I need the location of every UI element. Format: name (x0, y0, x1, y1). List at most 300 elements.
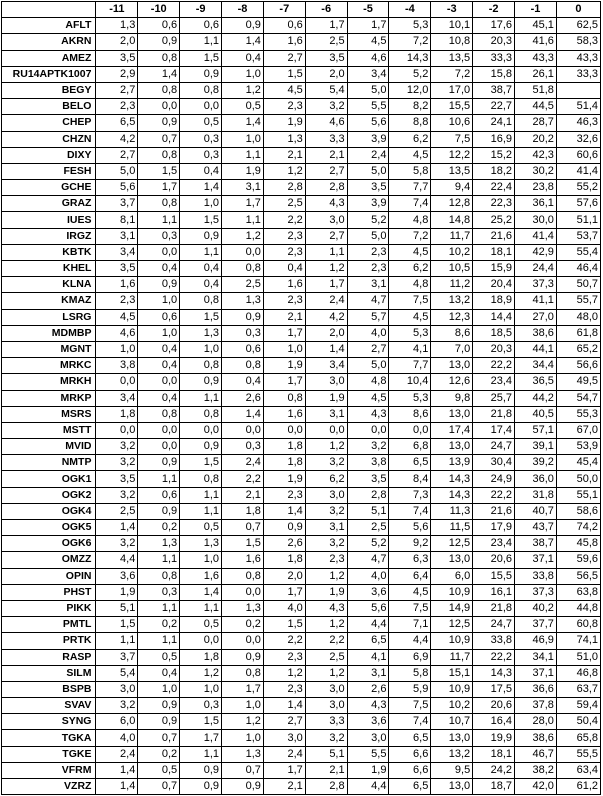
value-cell: 23,8 (515, 180, 557, 196)
value-cell: 2,7 (96, 147, 138, 163)
value-cell: 74,1 (556, 633, 600, 649)
value-cell: 2,8 (263, 180, 305, 196)
value-cell: 1,4 (263, 698, 305, 714)
value-cell: 5,4 (96, 665, 138, 681)
value-cell: 24,2 (473, 762, 515, 778)
value-cell: 2,7 (263, 714, 305, 730)
value-cell: 4,4 (96, 552, 138, 568)
value-cell: 41,4 (556, 163, 600, 179)
value-cell: 2,5 (347, 520, 389, 536)
value-cell: 45,8 (556, 536, 600, 552)
value-cell: 1,8 (96, 406, 138, 422)
value-cell: 4,3 (305, 196, 347, 212)
value-cell: 24,9 (473, 471, 515, 487)
value-cell: 2,7 (347, 341, 389, 357)
value-cell: 16,9 (473, 131, 515, 147)
value-cell: 46,7 (515, 746, 557, 762)
value-cell: 3,0 (305, 681, 347, 697)
value-cell: 1,5 (263, 66, 305, 82)
table-row (2, 277, 601, 293)
value-cell: 20,4 (473, 277, 515, 293)
value-cell: 65,2 (556, 341, 600, 357)
value-cell: 7,4 (389, 196, 431, 212)
value-cell: 2,3 (347, 244, 389, 260)
value-cell: 33,3 (473, 50, 515, 66)
value-cell: 6,6 (389, 762, 431, 778)
value-cell: 46,4 (556, 261, 600, 277)
ticker-cell: PHST (2, 584, 96, 600)
value-cell: 55,7 (556, 293, 600, 309)
table-row (2, 714, 601, 730)
value-cell: 2,4 (305, 293, 347, 309)
value-cell: 1,0 (138, 325, 180, 341)
value-cell: 2,4 (347, 147, 389, 163)
ticker-cell: OGK2 (2, 487, 96, 503)
value-cell: 4,5 (347, 34, 389, 50)
value-cell: 7,5 (389, 293, 431, 309)
value-cell: 12,2 (431, 147, 473, 163)
value-cell: 1,4 (222, 406, 264, 422)
value-cell: 5,3 (389, 18, 431, 34)
value-cell: 3,6 (96, 568, 138, 584)
value-cell: 0,9 (263, 520, 305, 536)
value-cell: 3,2 (305, 99, 347, 115)
value-cell: 1,0 (180, 681, 222, 697)
table-row (2, 115, 601, 131)
value-cell: 46,9 (515, 633, 557, 649)
table-row (2, 633, 601, 649)
value-cell: 3,5 (347, 180, 389, 196)
value-cell: 5,6 (389, 520, 431, 536)
value-cell: 1,5 (180, 714, 222, 730)
value-cell: 18,9 (473, 293, 515, 309)
value-cell: 1,1 (180, 600, 222, 616)
value-cell: 6,8 (389, 439, 431, 455)
value-cell: 65,8 (556, 730, 600, 746)
value-cell: 25,2 (473, 212, 515, 228)
value-cell: 3,6 (347, 714, 389, 730)
value-cell: 4,4 (347, 617, 389, 633)
value-cell: 15,2 (473, 147, 515, 163)
value-cell: 0,0 (96, 422, 138, 438)
value-cell: 1,5 (180, 50, 222, 66)
ticker-cell: OGK1 (2, 471, 96, 487)
value-cell: 13,2 (431, 746, 473, 762)
value-cell: 3,4 (96, 390, 138, 406)
table-row (2, 358, 601, 374)
value-cell: 1,5 (138, 163, 180, 179)
ticker-cell: TGKE (2, 746, 96, 762)
value-cell: 1,5 (180, 212, 222, 228)
value-cell: 22,3 (473, 196, 515, 212)
value-cell: 3,2 (96, 455, 138, 471)
value-cell: 33,3 (556, 66, 600, 82)
ticker-cell: DIXY (2, 147, 96, 163)
value-cell: 16,4 (473, 714, 515, 730)
value-cell: 4,7 (347, 293, 389, 309)
value-cell: 37,1 (515, 665, 557, 681)
value-cell: 5,8 (389, 665, 431, 681)
value-cell: 1,7 (263, 762, 305, 778)
value-cell: 41,6 (515, 34, 557, 50)
value-cell: 1,7 (347, 18, 389, 34)
ticker-cell: RASP (2, 649, 96, 665)
value-cell: 25,7 (473, 390, 515, 406)
value-cell: 1,9 (347, 762, 389, 778)
value-cell: 0,8 (138, 147, 180, 163)
value-cell: 1,3 (222, 600, 264, 616)
table-row (2, 293, 601, 309)
value-cell: 11,3 (431, 503, 473, 519)
value-cell: 1,0 (222, 66, 264, 82)
value-cell: 18,1 (473, 244, 515, 260)
table-row (2, 779, 601, 795)
value-cell: 3,0 (263, 730, 305, 746)
value-cell: 12,3 (431, 309, 473, 325)
value-cell: 6,2 (389, 261, 431, 277)
value-cell: 10,9 (431, 584, 473, 600)
table-row (2, 584, 601, 600)
value-cell: 0,0 (180, 422, 222, 438)
value-cell: 0,8 (180, 471, 222, 487)
value-cell: 4,6 (96, 325, 138, 341)
value-cell: 0,6 (138, 487, 180, 503)
value-cell: 53,7 (556, 228, 600, 244)
value-cell: 2,2 (305, 633, 347, 649)
value-cell: 32,6 (556, 131, 600, 147)
column-header: -10 (138, 2, 180, 18)
table-row (2, 568, 601, 584)
value-cell: 9,2 (389, 536, 431, 552)
table-row (2, 228, 601, 244)
value-cell: 3,0 (305, 698, 347, 714)
value-cell: 2,1 (222, 487, 264, 503)
value-cell: 63,7 (556, 681, 600, 697)
value-cell: 42,0 (515, 779, 557, 795)
value-cell: 3,7 (96, 196, 138, 212)
value-cell: 13,2 (431, 293, 473, 309)
value-cell: 1,4 (222, 115, 264, 131)
value-cell: 50,7 (556, 277, 600, 293)
value-cell: 1,1 (305, 244, 347, 260)
value-cell: 0,2 (222, 617, 264, 633)
ticker-cell: SVAV (2, 698, 96, 714)
value-cell: 1,2 (263, 163, 305, 179)
value-cell: 26,1 (515, 66, 557, 82)
value-cell: 51,0 (556, 649, 600, 665)
value-cell: 0,7 (222, 520, 264, 536)
value-cell: 58,6 (556, 503, 600, 519)
value-cell: 4,6 (347, 50, 389, 66)
value-cell: 2,3 (263, 649, 305, 665)
value-cell: 12,8 (431, 196, 473, 212)
value-cell: 1,5 (263, 617, 305, 633)
ticker-cell: KBTK (2, 244, 96, 260)
value-cell: 7,7 (389, 180, 431, 196)
value-cell: 2,5 (222, 277, 264, 293)
value-cell: 56,6 (556, 358, 600, 374)
value-cell: 0,0 (138, 244, 180, 260)
ticker-cell: KLNA (2, 277, 96, 293)
value-cell: 2,7 (305, 163, 347, 179)
value-cell: 1,8 (263, 552, 305, 568)
value-cell: 3,2 (305, 536, 347, 552)
table-row (2, 66, 601, 82)
value-cell: 9,4 (431, 180, 473, 196)
value-cell: 2,0 (305, 325, 347, 341)
value-cell: 1,0 (180, 341, 222, 357)
value-cell: 6,3 (389, 552, 431, 568)
value-cell: 1,4 (138, 66, 180, 82)
value-cell: 6,0 (96, 714, 138, 730)
table-row (2, 390, 601, 406)
value-cell: 1,9 (263, 358, 305, 374)
value-cell: 0,4 (222, 374, 264, 390)
value-cell: 7,0 (431, 341, 473, 357)
ticker-cell: PMTL (2, 617, 96, 633)
value-cell: 10,9 (431, 633, 473, 649)
value-cell: 22,4 (473, 180, 515, 196)
value-cell: 2,2 (263, 212, 305, 228)
value-cell: 18,7 (473, 779, 515, 795)
value-cell: 51,1 (556, 212, 600, 228)
value-cell: 13,9 (431, 455, 473, 471)
value-cell: 0,7 (138, 730, 180, 746)
value-cell: 13,0 (431, 779, 473, 795)
value-cell: 34,1 (515, 649, 557, 665)
value-cell: 12,5 (431, 617, 473, 633)
value-cell: 4,0 (347, 568, 389, 584)
column-header: -1 (515, 2, 557, 18)
value-cell: 2,7 (96, 82, 138, 98)
value-cell: 3,1 (305, 520, 347, 536)
value-cell: 2,9 (96, 66, 138, 82)
value-cell: 13,5 (431, 50, 473, 66)
value-cell: 3,5 (305, 50, 347, 66)
value-cell: 0,9 (138, 503, 180, 519)
table-row (2, 698, 601, 714)
value-cell: 1,6 (222, 552, 264, 568)
value-cell: 10,8 (431, 34, 473, 50)
value-cell: 5,6 (347, 600, 389, 616)
table-row (2, 536, 601, 552)
value-cell: 45,4 (556, 455, 600, 471)
ticker-cell: AMEZ (2, 50, 96, 66)
value-cell: 0,9 (180, 439, 222, 455)
value-cell: 44,8 (556, 600, 600, 616)
value-cell: 38,6 (515, 730, 557, 746)
value-cell: 0,2 (138, 746, 180, 762)
value-cell: 1,6 (96, 277, 138, 293)
value-cell: 3,0 (305, 374, 347, 390)
value-cell: 60,8 (556, 617, 600, 633)
value-cell: 14,8 (431, 212, 473, 228)
value-cell: 0,0 (138, 439, 180, 455)
value-cell: 2,3 (263, 244, 305, 260)
value-cell: 6,0 (431, 568, 473, 584)
table-row (2, 422, 601, 438)
value-cell: 2,2 (222, 471, 264, 487)
value-cell: 3,1 (347, 665, 389, 681)
table-row (2, 180, 601, 196)
value-cell: 16,1 (473, 584, 515, 600)
value-cell: 1,2 (305, 261, 347, 277)
value-cell: 2,8 (305, 180, 347, 196)
ticker-cell: IRGZ (2, 228, 96, 244)
value-cell: 43,3 (515, 50, 557, 66)
value-cell: 7,5 (389, 698, 431, 714)
value-cell: 2,5 (305, 34, 347, 50)
value-cell: 0,8 (222, 358, 264, 374)
value-cell: 2,7 (263, 50, 305, 66)
value-cell: 43,7 (515, 520, 557, 536)
value-cell: 3,9 (347, 196, 389, 212)
value-cell: 1,3 (180, 536, 222, 552)
value-cell: 0,8 (180, 406, 222, 422)
value-cell: 0,0 (222, 633, 264, 649)
value-cell: 22,7 (473, 99, 515, 115)
value-cell (556, 82, 600, 98)
value-cell: 3,0 (347, 730, 389, 746)
value-cell: 38,7 (473, 82, 515, 98)
value-cell: 1,0 (222, 698, 264, 714)
value-cell: 36,6 (515, 681, 557, 697)
value-cell: 42,3 (515, 147, 557, 163)
value-cell: 3,3 (305, 714, 347, 730)
value-cell: 0,0 (138, 422, 180, 438)
value-cell: 2,3 (263, 293, 305, 309)
table-row (2, 212, 601, 228)
value-cell: 1,0 (138, 681, 180, 697)
value-cell: 1,4 (305, 341, 347, 357)
table-body (2, 18, 601, 795)
value-cell: 0,4 (138, 390, 180, 406)
value-cell: 4,8 (389, 212, 431, 228)
value-cell: 5,0 (347, 82, 389, 98)
value-cell: 30,0 (515, 212, 557, 228)
ticker-cell: OGK4 (2, 503, 96, 519)
value-cell: 50,0 (556, 471, 600, 487)
value-cell: 2,1 (305, 762, 347, 778)
value-cell: 6,5 (389, 779, 431, 795)
value-cell: 6,5 (347, 633, 389, 649)
table-row (2, 261, 601, 277)
column-header: -2 (473, 2, 515, 18)
value-cell: 0,3 (222, 439, 264, 455)
value-cell: 4,3 (347, 406, 389, 422)
ticker-cell: MSTT (2, 422, 96, 438)
value-cell: 7,4 (389, 714, 431, 730)
value-cell: 4,8 (347, 374, 389, 390)
value-cell: 4,2 (96, 131, 138, 147)
value-cell: 0,9 (180, 779, 222, 795)
value-cell: 1,2 (305, 617, 347, 633)
ticker-cell: AFLT (2, 18, 96, 34)
value-cell: 1,1 (180, 34, 222, 50)
value-cell: 0,7 (138, 779, 180, 795)
value-cell: 10,6 (431, 115, 473, 131)
value-cell: 1,1 (138, 471, 180, 487)
value-cell: 4,1 (347, 649, 389, 665)
value-cell: 10,5 (431, 261, 473, 277)
value-cell: 2,3 (263, 99, 305, 115)
value-cell: 1,7 (138, 180, 180, 196)
ticker-cell: MDMBP (2, 325, 96, 341)
value-cell: 1,8 (180, 649, 222, 665)
ticker-cell: BELO (2, 99, 96, 115)
value-cell: 37,8 (515, 698, 557, 714)
value-cell: 14,4 (473, 309, 515, 325)
value-cell: 1,1 (138, 552, 180, 568)
header-ticker (2, 2, 96, 18)
value-cell: 1,0 (96, 341, 138, 357)
value-cell: 1,9 (222, 163, 264, 179)
ticker-cell: MVID (2, 439, 96, 455)
value-cell: 48,0 (556, 309, 600, 325)
value-cell: 12,6 (431, 374, 473, 390)
value-cell: 21,8 (473, 406, 515, 422)
value-cell: 42,9 (515, 244, 557, 260)
value-cell: 3,5 (96, 50, 138, 66)
value-cell: 2,3 (263, 228, 305, 244)
ticker-cell: LSRG (2, 309, 96, 325)
value-cell: 4,8 (389, 277, 431, 293)
value-cell: 18,2 (473, 163, 515, 179)
value-cell: 24,7 (473, 439, 515, 455)
value-cell: 74,2 (556, 520, 600, 536)
value-cell: 2,6 (222, 390, 264, 406)
value-cell: 3,1 (222, 180, 264, 196)
value-cell: 15,8 (473, 66, 515, 82)
column-header: -11 (96, 2, 138, 18)
value-cell: 0,5 (180, 115, 222, 131)
value-cell: 2,0 (305, 66, 347, 82)
value-cell: 36,1 (515, 196, 557, 212)
value-cell: 0,6 (222, 341, 264, 357)
value-cell: 5,1 (305, 746, 347, 762)
value-cell: 1,4 (180, 584, 222, 600)
column-header: -8 (222, 2, 264, 18)
value-cell: 5,5 (347, 746, 389, 762)
value-cell: 44,2 (515, 390, 557, 406)
value-cell: 4,3 (305, 600, 347, 616)
value-cell: 2,4 (96, 746, 138, 762)
value-cell: 6,2 (389, 131, 431, 147)
table-row (2, 762, 601, 778)
value-cell: 36,0 (515, 471, 557, 487)
value-cell: 5,6 (347, 115, 389, 131)
column-header: 0 (556, 2, 600, 18)
value-cell: 3,2 (96, 536, 138, 552)
value-cell: 0,4 (138, 261, 180, 277)
value-cell: 17,9 (473, 520, 515, 536)
value-cell: 0,5 (180, 617, 222, 633)
value-cell: 0,8 (263, 390, 305, 406)
value-cell: 55,3 (556, 406, 600, 422)
value-cell: 1,5 (180, 309, 222, 325)
value-cell: 1,2 (222, 82, 264, 98)
ticker-cell: GRAZ (2, 196, 96, 212)
value-cell: 33,8 (473, 633, 515, 649)
value-cell: 30,2 (515, 163, 557, 179)
value-cell: 3,2 (347, 439, 389, 455)
value-cell: 1,4 (96, 762, 138, 778)
value-cell: 9,8 (431, 390, 473, 406)
value-cell: 0,4 (263, 261, 305, 277)
value-cell: 33,8 (515, 568, 557, 584)
value-cell: 13,5 (431, 163, 473, 179)
value-cell: 2,1 (305, 147, 347, 163)
